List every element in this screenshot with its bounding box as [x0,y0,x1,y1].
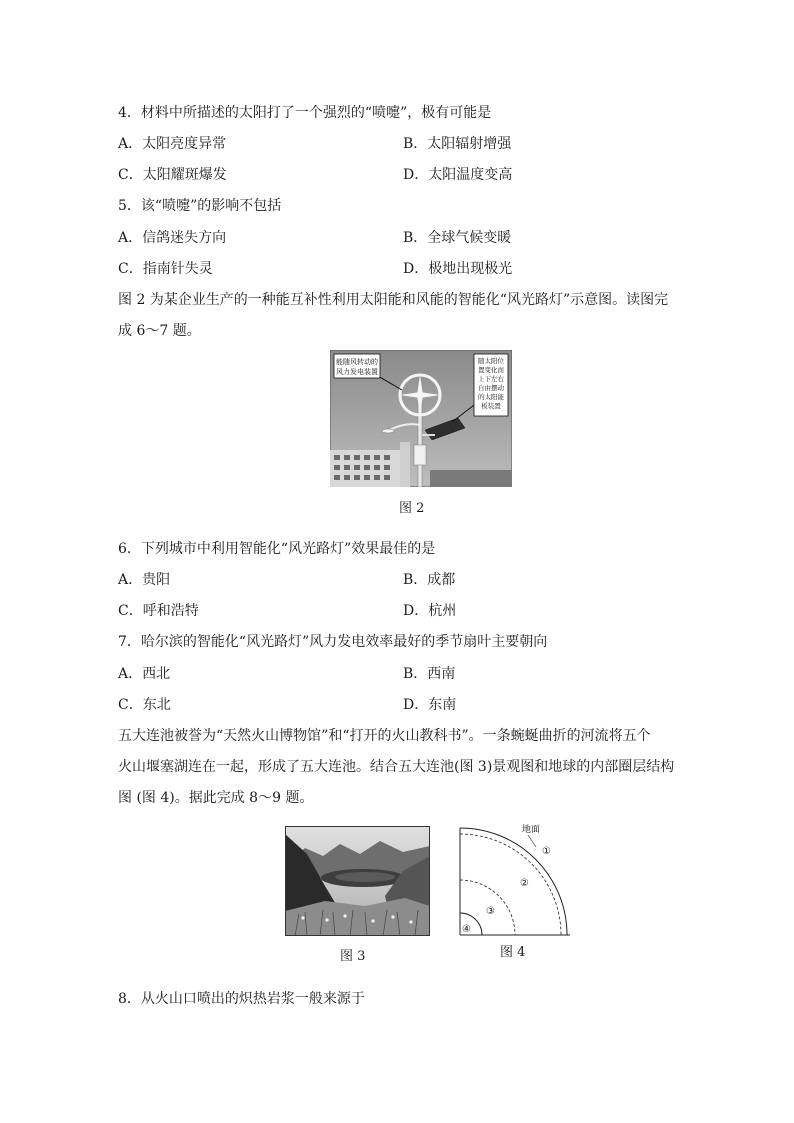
q7-option-a: A．西北 [118,666,171,682]
q4-option-a: A．太阳亮度异常 [118,136,227,152]
fig2-label-right-2: 置变化而 [478,366,504,374]
q7-stem: 7．哈尔滨的智能化“风光路灯”风力发电效率最好的季节扇叶主要朝向 [118,634,548,650]
q4-stem: 4．材料中所描述的太阳打了一个强烈的“喷嚏”，极有可能是 [118,105,492,121]
fig4-layer-4-label: ④ [462,924,471,935]
intro3-line3: 图 (图 4)。据此完成 8～9 题。 [118,790,314,806]
q6-option-a: A．贵阳 [118,572,171,588]
intro2-line1: 图 2 为某企业生产的一种能互补性利用太阳能和风能的智能化“风光路灯”示意图。读图完 [118,292,669,308]
intro3-line2: 火山堰塞湖连在一起，形成了五大连池。结合五大连池(图 3)景观图和地球的内部圈层结构 [118,759,675,775]
fig2-label-right-3: 上下左右 [478,375,504,383]
figure-3-caption: 图 3 [340,949,366,964]
fig4-layer-3-label: ③ [486,906,495,917]
fig2-label-left-1: 能随风转动的 [336,358,378,366]
fig2-label-right-4: 自由摆动 [478,384,504,392]
fig4-layer-2-label: ② [520,878,529,889]
q7-option-b: B．西南 [403,666,456,682]
fig2-label-right-6: 板装置 [481,402,501,410]
q6-option-c: C．呼和浩特 [118,603,199,619]
fig2-label-right-1: 随太阳位 [478,357,504,365]
intro3-line1: 五大连池被誉为“天然火山博物馆”和“打开的火山教科书”。一条蜿蜒曲折的河流将五个 [118,728,651,744]
fig2-label-left-2: 风力发电装置 [336,368,378,376]
q4-option-d: D．太阳温度变高 [403,167,513,183]
q5-stem: 5．该“喷嚏”的影响不包括 [118,198,282,214]
q8-stem: 8．从火山口喷出的炽热岩浆一般来源于 [118,991,365,1007]
q7-option-d: D．东南 [403,697,457,713]
figure-2-caption: 图 2 [399,501,425,516]
fig4-surface-label: 地面 [522,825,541,835]
q6-option-b: B．成都 [403,572,456,588]
figure-3-photo [285,826,430,936]
q5-option-d: D．极地出现极光 [403,261,513,277]
q5-option-c: C．指南针失灵 [118,261,213,277]
q5-option-a: A．信鸽迷失方向 [118,230,227,246]
q7-option-c: C．东北 [118,697,171,713]
figure-4-diagram [456,820,574,938]
fig2-label-right-5: 的太阳能 [478,393,504,401]
intro2-line2: 成 6～7 题。 [118,323,201,339]
q4-option-c: C．太阳耀斑爆发 [118,167,227,183]
figure-4-caption: 图 4 [500,945,526,960]
fig4-layer-1-label: ① [542,846,551,857]
q6-option-d: D．杭州 [403,603,457,619]
q4-option-b: B．太阳辐射增强 [403,136,512,152]
figure-2-photo [330,350,512,487]
q6-stem: 6．下列城市中利用智能化“风光路灯”效果最佳的是 [118,541,436,557]
q5-option-b: B．全球气候变暖 [403,230,512,246]
